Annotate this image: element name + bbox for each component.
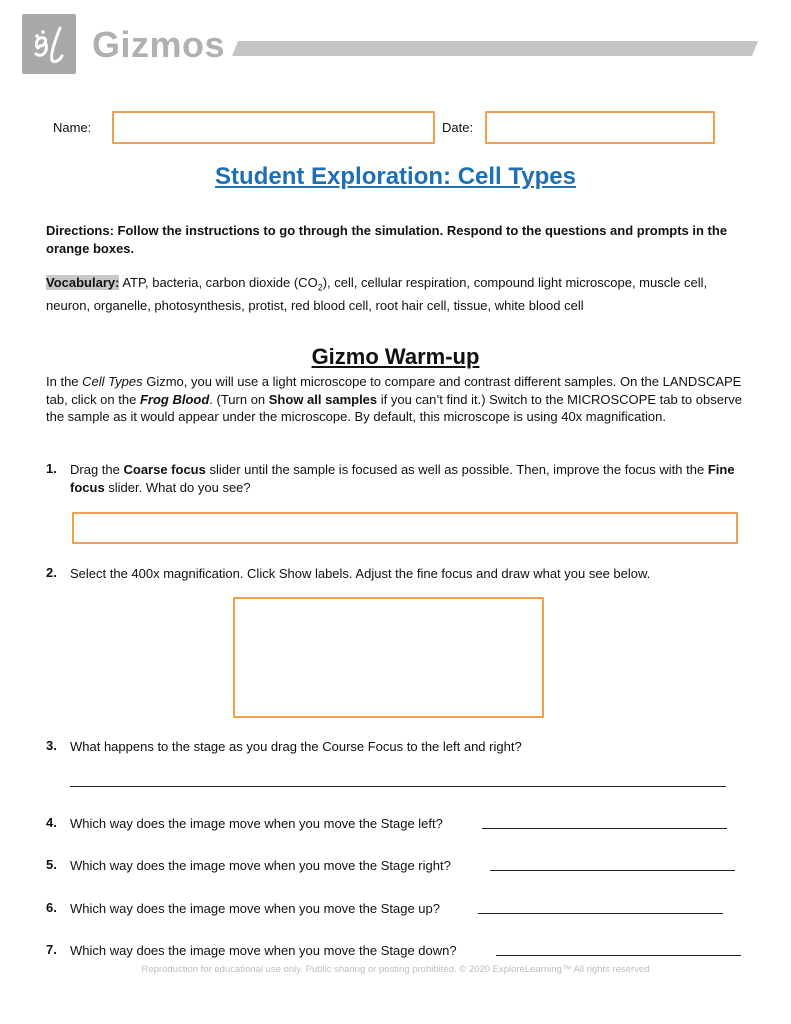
question-4-answer-line[interactable]: [482, 828, 727, 829]
name-field[interactable]: [112, 111, 435, 144]
question-1-text: [70, 461, 746, 496]
warmup-intro: [46, 373, 746, 426]
question-3-number: 3.: [46, 738, 57, 753]
header-bar: [232, 41, 758, 56]
name-label: Name:: [53, 120, 92, 135]
question-5-text: Which way does the image move when you move the Stage right?: [70, 858, 451, 873]
question-3-answer-line[interactable]: [70, 786, 726, 787]
q1-bold-coarse: Coarse focus: [123, 462, 206, 477]
question-7-number: 7.: [46, 942, 57, 957]
vocabulary-subscript: 2: [317, 282, 323, 293]
question-6-answer-line[interactable]: [478, 913, 723, 914]
question-7-text: Which way does the image move when you move the Stage down?: [70, 943, 457, 958]
question-4-number: 4.: [46, 815, 57, 830]
intro-bold: Show all samples: [268, 391, 378, 407]
date-field[interactable]: [485, 111, 715, 144]
q1-text-e: slider. What do you see?: [104, 479, 251, 495]
question-2-drawing-box[interactable]: [233, 597, 544, 718]
vocabulary-label: Vocabulary:: [46, 275, 120, 290]
question-1-number: 1.: [46, 461, 57, 476]
q1-text-a: Drag the: [70, 462, 124, 477]
brand-name: Gizmos: [92, 24, 226, 65]
intro-italic: Cell Types: [82, 374, 143, 389]
question-1-answer-box[interactable]: [72, 512, 738, 544]
question-5-answer-line[interactable]: [490, 870, 735, 871]
vocabulary-text-rest: ), cell, cellular respiration, compound light microscope, muscle cell, neuron, organelle, photosynthesis, protist, red blood cell, root hair cell, tissue, white blood cell: [46, 275, 708, 313]
question-3-text: What happens to the stage as you drag the Course Focus to the left and right?: [70, 739, 522, 754]
question-2-text: Select the 400x magnification. Click Show labels. Adjust the fine focus and draw what you see below.: [70, 566, 651, 581]
page-title: Student Exploration: Cell Types: [215, 163, 576, 190]
q1-text-c: slider until the sample is focused as well as possible. Then, improve the focus with the: [205, 462, 708, 477]
q1-bold-fine: Fine focus: [70, 462, 735, 495]
footer-copyright: Reproduction for educational use only. Public sharing or posting prohibited. © 2020 ExploreLearning™ All rights reserved: [141, 964, 650, 975]
intro-text-3: . (Turn on: [209, 391, 269, 407]
question-5-number: 5.: [46, 857, 57, 872]
directions-text: Directions: Follow the instructions to go through the simulation. Respond to the questions and prompts in the orange boxes.: [46, 223, 728, 256]
el-logo-icon: [22, 14, 76, 74]
question-6-number: 6.: [46, 900, 57, 915]
intro-text-1: In the: [46, 374, 83, 389]
vocabulary-text: ATP, bacteria, carbon dioxide (CO: [119, 275, 318, 290]
warmup-heading: Gizmo Warm-up: [311, 344, 480, 369]
gizmos-logo: [22, 14, 76, 74]
question-4-text: Which way does the image move when you move the Stage left?: [70, 816, 443, 831]
question-6-text: Which way does the image move when you move the Stage up?: [70, 901, 440, 916]
date-label: Date:: [442, 120, 474, 135]
intro-text-2: Gizmo, you will use a light microscope to compare and contrast different samples. On the LANDSCAPE tab, click on the: [46, 374, 742, 407]
vocabulary-paragraph: [46, 274, 746, 314]
question-7-answer-line[interactable]: [496, 955, 741, 956]
intro-bold-italic: Frog Blood: [139, 391, 210, 407]
intro-text-4: if you can’t find it.) Switch to the MICROSCOPE tab to observe the sample as it would appear under the microscope. By default, this microscope is using 40x magnification.: [46, 391, 743, 424]
question-2-number: 2.: [46, 565, 57, 580]
